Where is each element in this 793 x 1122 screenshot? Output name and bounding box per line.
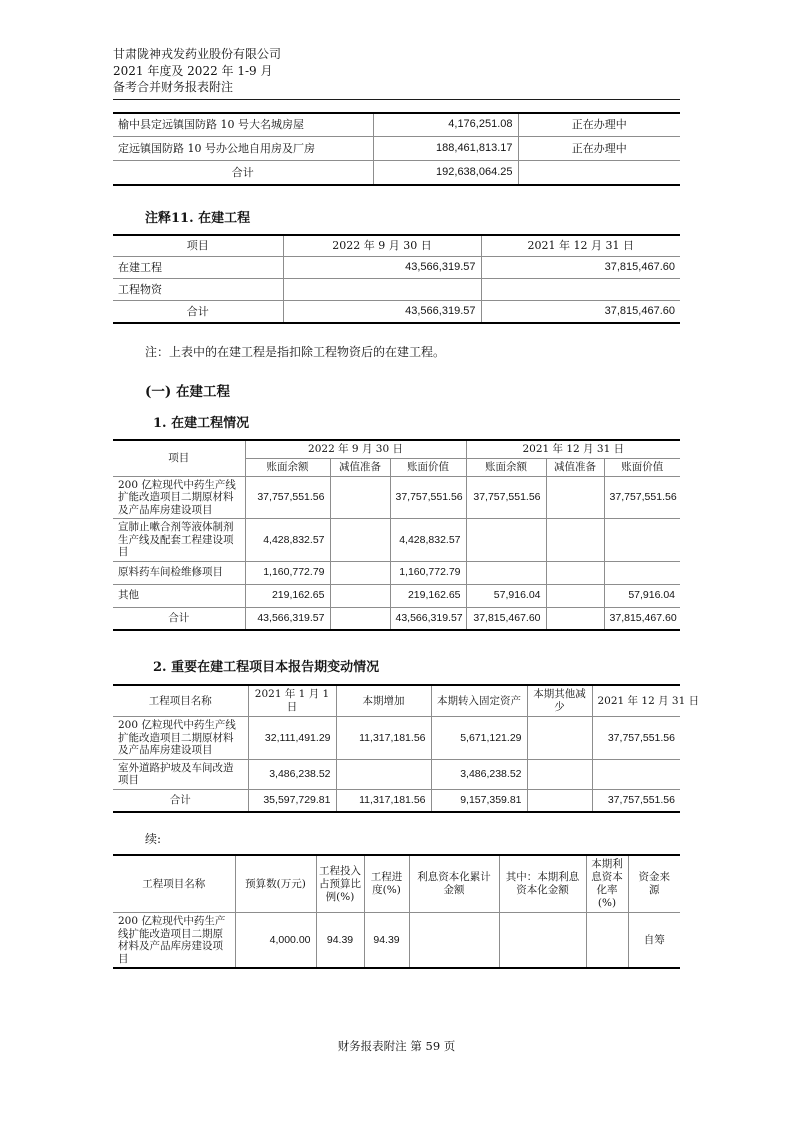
header-row xyxy=(113,855,680,913)
header-rule xyxy=(113,99,680,100)
amount-cell: 4,176,251.08 xyxy=(373,113,518,137)
page-content xyxy=(113,0,700,969)
table-row xyxy=(113,717,680,760)
value-cell xyxy=(466,519,546,562)
column-header-opening: 2021 年 1 月 1 日 xyxy=(248,685,336,717)
progress-cell: 94.39 xyxy=(364,913,409,969)
table-row xyxy=(113,137,680,161)
value-cell xyxy=(409,913,499,969)
header-row xyxy=(113,235,680,257)
column-header-book-value: 账面价值 xyxy=(390,458,466,476)
value-cell: 37,757,551.56 xyxy=(592,789,680,812)
rate-cell xyxy=(586,913,628,969)
value-cell xyxy=(604,519,680,562)
value-cell: 11,317,181.56 xyxy=(336,717,431,760)
value-cell: 11,317,181.56 xyxy=(336,789,431,812)
project-name-cell: 宣肺止嗽合剂等液体制剂生产线及配套工程建设项目 xyxy=(113,519,245,562)
table-row xyxy=(113,913,680,969)
value-cell xyxy=(330,607,390,630)
value-cell xyxy=(546,476,604,519)
value-cell: 43,566,319.57 xyxy=(390,607,466,630)
column-header-current-capitalized-interest: 其中：本期利息资本化金额 xyxy=(499,855,586,913)
column-header-period-2021: 2021 年 12 月 31 日 xyxy=(466,440,680,459)
value-cell: 35,597,729.81 xyxy=(248,789,336,812)
column-header-book-balance: 账面余额 xyxy=(466,458,546,476)
total-label-cell: 合计 xyxy=(113,607,245,630)
value-cell: 37,757,551.56 xyxy=(604,476,680,519)
value-cell: 43,566,319.57 xyxy=(245,607,330,630)
column-header-book-balance: 账面余额 xyxy=(245,458,330,476)
project-name-cell: 室外道路护坡及车间改造项目 xyxy=(113,759,248,789)
column-header-project-name: 工程项目名称 xyxy=(113,685,248,717)
column-header-progress: 工程进度(%) xyxy=(364,855,409,913)
value-cell xyxy=(330,476,390,519)
value-cell: 37,757,551.56 xyxy=(390,476,466,519)
cip-continued-table xyxy=(113,854,680,969)
value-cell xyxy=(546,519,604,562)
table-row xyxy=(113,519,680,562)
column-header-item: 项目 xyxy=(113,440,245,477)
table-row xyxy=(113,279,680,301)
value-cell xyxy=(546,584,604,607)
section-heading-cip: (一) 在建工程 xyxy=(145,383,230,400)
total-row xyxy=(113,301,680,323)
property-certificates-table xyxy=(113,112,680,186)
value-cell: 37,815,467.60 xyxy=(604,607,680,630)
subsection-heading-cip-changes: 2. 重要在建工程项目本报告期变动情况 xyxy=(153,660,380,675)
value-cell: 57,916.04 xyxy=(604,584,680,607)
column-header-period-2022: 2022 年 9 月 30 日 xyxy=(283,235,481,257)
column-header-capitalization-rate: 本期利息资本化率(%) xyxy=(586,855,628,913)
value-cell xyxy=(336,759,431,789)
total-label-cell: 合计 xyxy=(113,301,283,323)
value-cell xyxy=(592,759,680,789)
value-cell: 5,671,121.29 xyxy=(431,717,527,760)
value-2021-cell xyxy=(481,279,680,301)
value-cell: 9,157,359.81 xyxy=(431,789,527,812)
value-cell xyxy=(330,561,390,584)
column-header-closing: 2021 年 12 月 31 日 xyxy=(592,685,680,717)
amount-cell: 192,638,064.25 xyxy=(373,161,518,185)
value-cell: 4,428,832.57 xyxy=(245,519,330,562)
amount-cell: 188,461,813.17 xyxy=(373,137,518,161)
value-2022-cell: 43,566,319.57 xyxy=(283,301,481,323)
company-name: 甘肃陇神戎发药业股份有限公司 xyxy=(113,47,282,61)
cip-status-table xyxy=(113,439,680,632)
total-label-cell: 合计 xyxy=(113,789,248,812)
column-header-budget: 预算数(万元) xyxy=(235,855,316,913)
value-cell: 57,916.04 xyxy=(466,584,546,607)
value-cell xyxy=(546,607,604,630)
value-cell: 32,111,491.29 xyxy=(248,717,336,760)
column-header-project-name: 工程项目名称 xyxy=(113,855,235,913)
column-header-additions: 本期增加 xyxy=(336,685,431,717)
column-header-investment-ratio: 工程投入占预算比例(%) xyxy=(316,855,364,913)
property-name-cell: 定远镇国防路 10 号办公地自用房及厂房 xyxy=(113,137,373,161)
item-cell: 在建工程 xyxy=(113,257,283,279)
doc-header xyxy=(113,0,680,96)
column-header-other-decrease: 本期其他减少 xyxy=(527,685,592,717)
value-cell: 37,757,551.56 xyxy=(245,476,330,519)
value-cell xyxy=(546,561,604,584)
property-name-cell: 榆中县定远镇国防路 10 号大名城房屋 xyxy=(113,113,373,137)
value-cell xyxy=(330,584,390,607)
status-cell xyxy=(518,161,680,185)
column-header-transfer-to-fixed-assets: 本期转入固定资产 xyxy=(431,685,527,717)
value-cell: 219,162.65 xyxy=(390,584,466,607)
page-footer: 财务报表附注 第 59 页 xyxy=(337,1039,456,1053)
value-2021-cell: 37,815,467.60 xyxy=(481,257,680,279)
column-header-funding-source: 资金来源 xyxy=(628,855,680,913)
column-header-book-value: 账面价值 xyxy=(604,458,680,476)
total-row xyxy=(113,161,680,185)
total-label-cell: 合计 xyxy=(113,161,373,185)
value-2022-cell: 43,566,319.57 xyxy=(283,257,481,279)
value-cell xyxy=(527,717,592,760)
subsection-heading-cip-status: 1. 在建工程情况 xyxy=(153,415,250,431)
doc-title: 备考合并财务报表附注 xyxy=(113,80,234,94)
budget-cell: 4,000.00 xyxy=(235,913,316,969)
column-header-period-2022: 2022 年 9 月 30 日 xyxy=(245,440,466,459)
table-row xyxy=(113,759,680,789)
project-name-cell: 200 亿粒现代中药生产线扩能改造项目二期原材料及产品库房建设项目 xyxy=(113,476,245,519)
table-row xyxy=(113,561,680,584)
project-name-cell: 其他 xyxy=(113,584,245,607)
continued-label: 续: xyxy=(145,832,162,846)
note11-heading: 注释11. 在建工程 xyxy=(145,210,251,226)
value-cell: 37,757,551.56 xyxy=(592,717,680,760)
cip-changes-table xyxy=(113,684,700,813)
column-header-cumulative-capitalized-interest: 利息资本化累计金额 xyxy=(409,855,499,913)
project-name-cell: 200 亿粒现代中药生产线扩能改造项目二期原材料及产品库房建设项目 xyxy=(113,717,248,760)
value-cell: 1,160,772.79 xyxy=(390,561,466,584)
note11-table xyxy=(113,234,680,324)
table-row xyxy=(113,257,680,279)
value-cell xyxy=(466,561,546,584)
value-cell: 219,162.65 xyxy=(245,584,330,607)
total-row xyxy=(113,607,680,630)
table-row xyxy=(113,113,680,137)
column-header-impairment: 减值准备 xyxy=(546,458,604,476)
value-cell xyxy=(499,913,586,969)
status-cell: 正在办理中 xyxy=(518,113,680,137)
value-cell xyxy=(330,519,390,562)
header-row xyxy=(113,685,680,717)
value-cell: 37,757,551.56 xyxy=(466,476,546,519)
column-header-period-2021: 2021 年 12 月 31 日 xyxy=(481,235,680,257)
column-header-impairment: 减值准备 xyxy=(330,458,390,476)
ratio-cell: 94.39 xyxy=(316,913,364,969)
value-cell xyxy=(527,759,592,789)
value-cell: 3,486,238.52 xyxy=(248,759,336,789)
value-cell: 37,815,467.60 xyxy=(466,607,546,630)
value-2021-cell: 37,815,467.60 xyxy=(481,301,680,323)
header-row xyxy=(113,440,680,459)
value-cell: 4,428,832.57 xyxy=(390,519,466,562)
report-period: 2021 年度及 2022 年 1-9 月 xyxy=(113,63,273,78)
table-row xyxy=(113,584,680,607)
value-2022-cell xyxy=(283,279,481,301)
funding-source-cell: 自筹 xyxy=(628,913,680,969)
value-cell xyxy=(604,561,680,584)
note-text: 注：上表中的在建工程是指扣除工程物资后的在建工程。 xyxy=(145,344,446,359)
item-cell: 工程物资 xyxy=(113,279,283,301)
value-cell xyxy=(527,789,592,812)
status-cell: 正在办理中 xyxy=(518,137,680,161)
value-cell: 1,160,772.79 xyxy=(245,561,330,584)
column-header-item: 项目 xyxy=(113,235,283,257)
table-row xyxy=(113,476,680,519)
total-row xyxy=(113,789,680,812)
value-cell: 3,486,238.52 xyxy=(431,759,527,789)
project-name-cell: 原料药车间检维修项目 xyxy=(113,561,245,584)
project-name-cell: 200 亿粒现代中药生产线扩能改造项目二期原材料及产品库房建设项目 xyxy=(113,913,235,969)
